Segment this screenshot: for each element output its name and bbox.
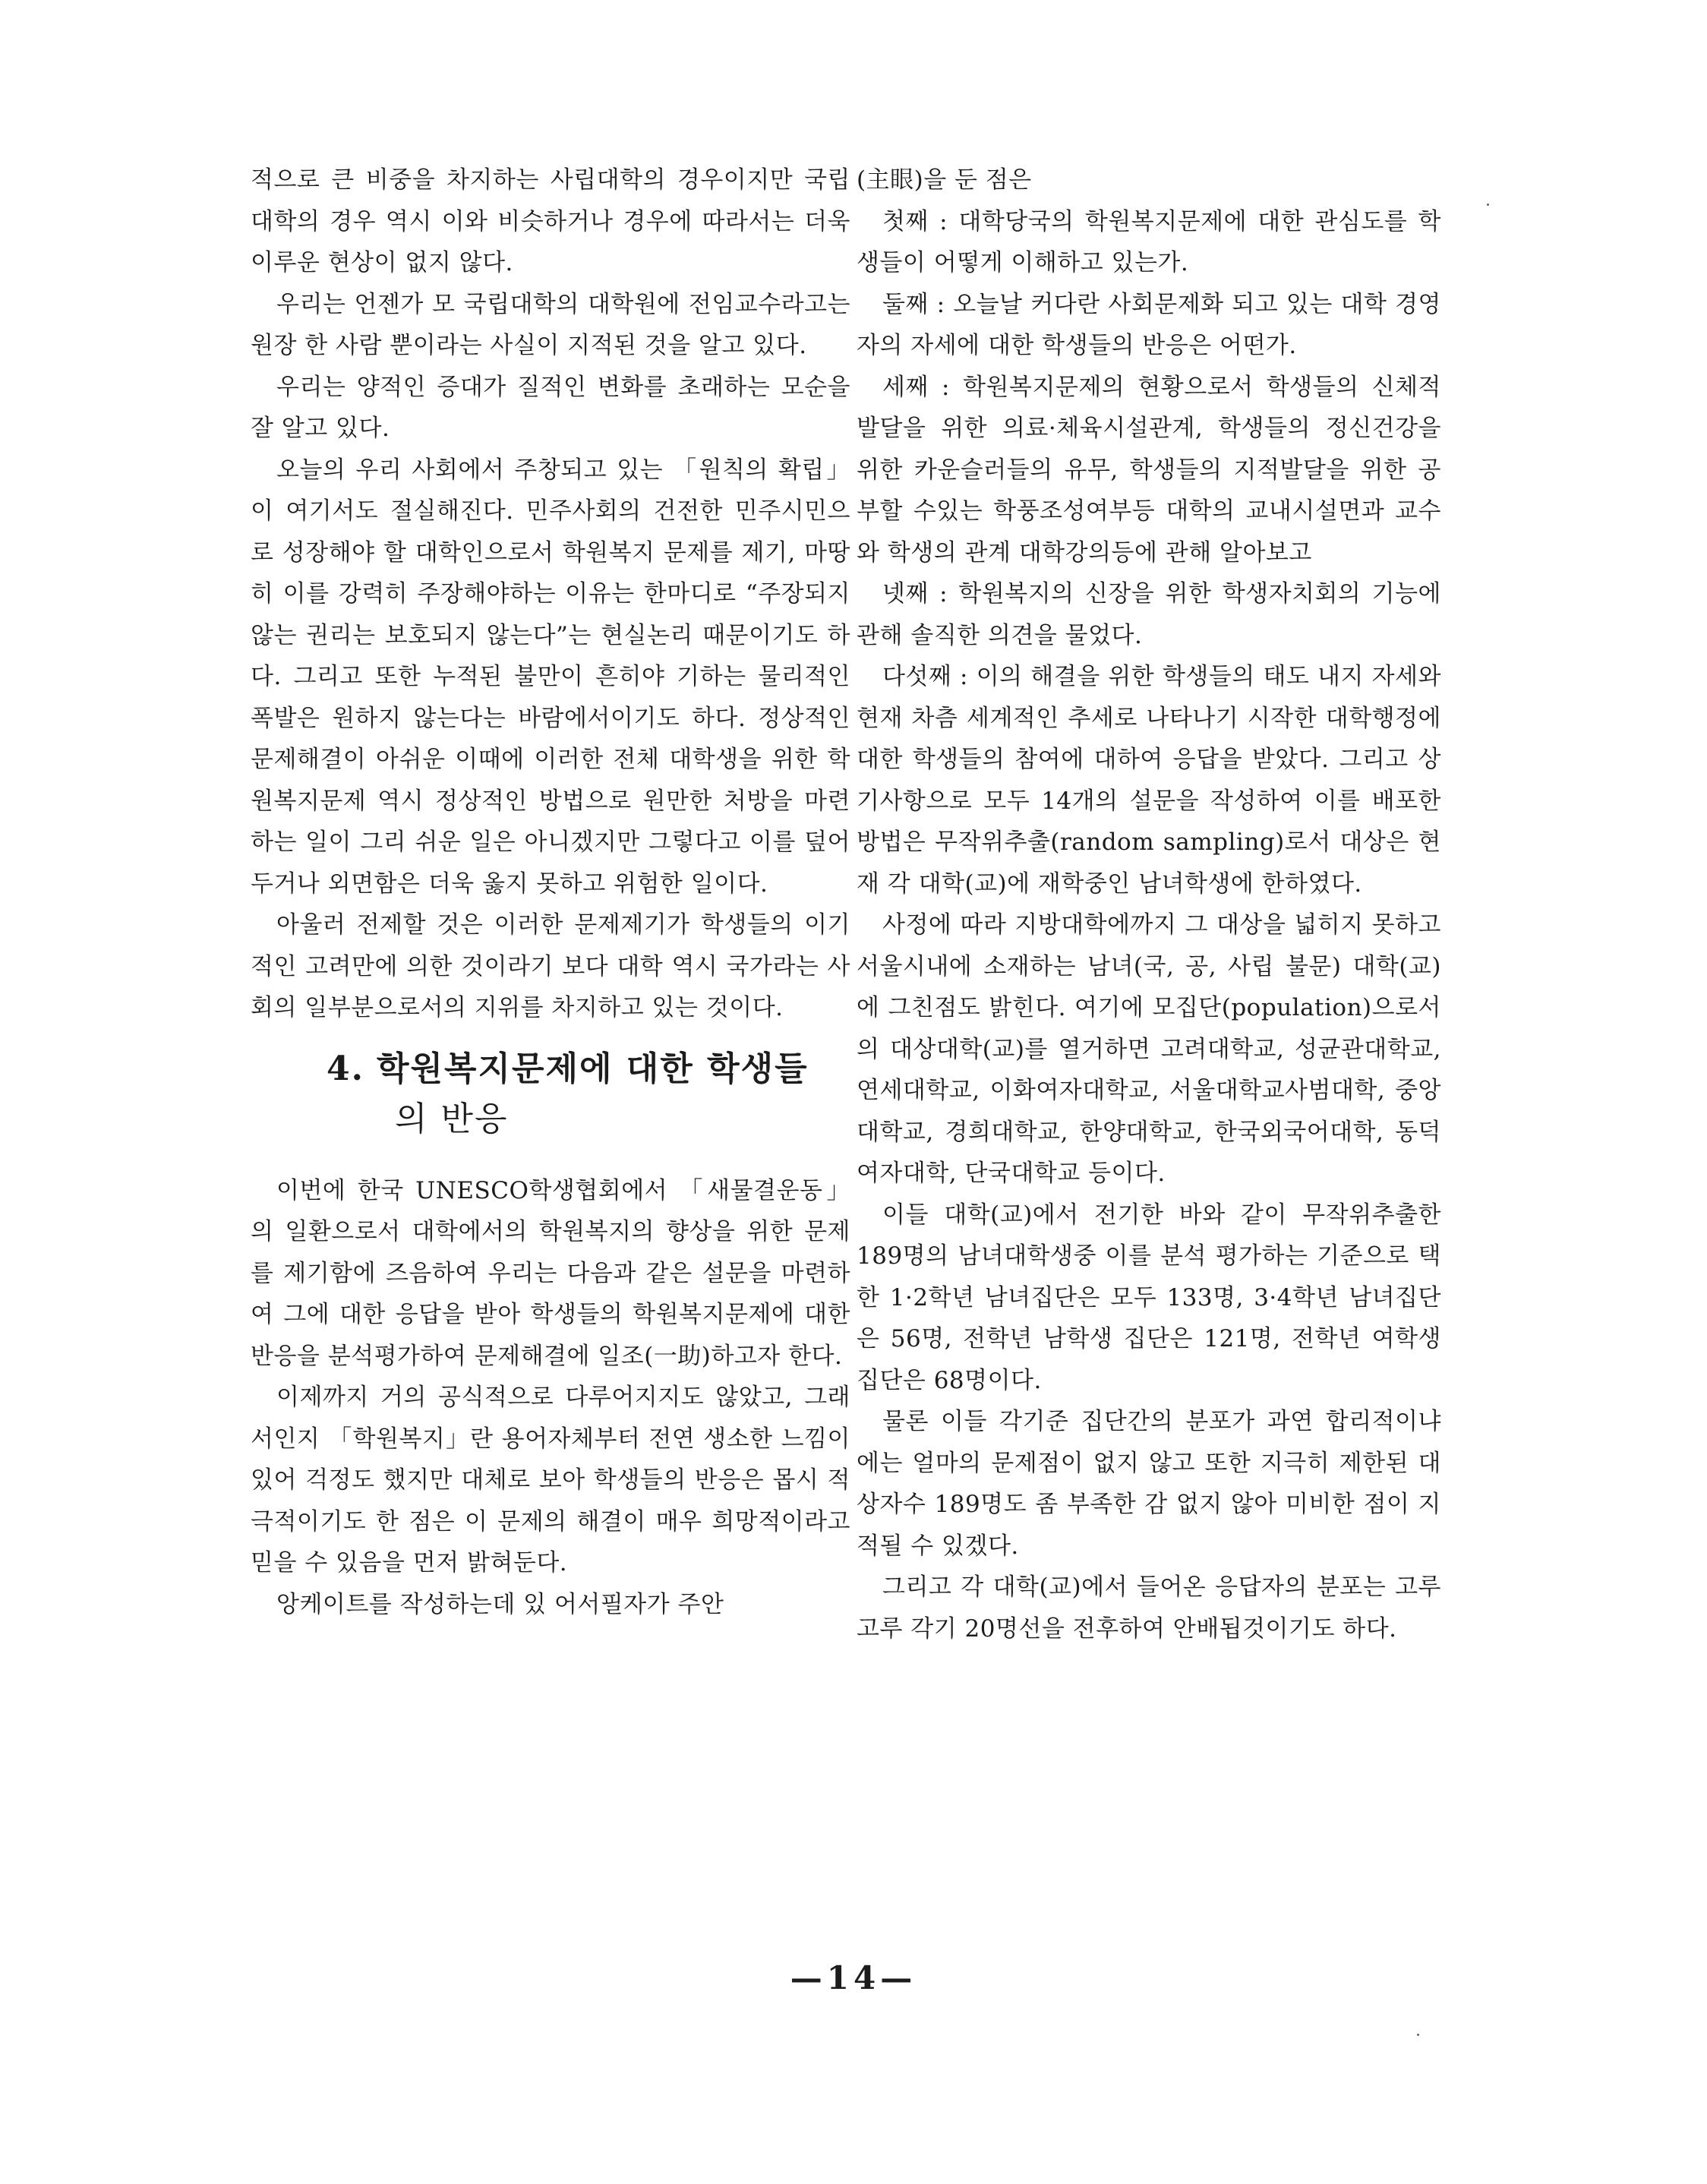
paragraph: (主眼)을 둔 점은 <box>857 166 1032 194</box>
paragraph: 넷째 : 학원복지의 신장을 위한 학생자치회의 기능에 관해 솔직한 의견을 물었다. <box>857 580 1441 649</box>
paragraph: 이번에 한국 UNESCO학생협회에서 「새물결운동」의 일환으로서 대학에서의 학원복지의 향상을 위한 문제를 제기함에 즈음하여 우리는 다음과 같은 설문을 마련하여 그에 대한 응답을 받아 학생들의 학원복지문제에 대한 반응을 분석평가하여 문제해결에 일조(一助)하고자 한다. <box>251 1176 850 1370</box>
section-heading <box>251 1044 850 1144</box>
paragraph: 우리는 양적인 증대가 질적인 변화를 초래하는 모순을 잘 알고 있다. <box>251 373 850 442</box>
scan-speck <box>1487 204 1489 206</box>
section-title-line1: 학원복지문제에 대한 학생들 <box>376 1049 809 1088</box>
paragraph: 적으로 큰 비중을 차지하는 사립대학의 경우이지만 국립대학의 경우 역시 이와 비슷하거나 경우에 따라서는 더욱 이루운 현상이 없지 않다. <box>251 166 850 276</box>
left-column <box>251 159 850 1625</box>
paragraph: 다섯째 : 이의 해결을 위한 학생들의 태도 내지 자세와 현재 차츰 세계적인 추세로 나타나기 시작한 대학행정에 대한 학생들의 참여에 대하여 응답을 받았다. 그리고 상기사항으로 모두 14개의 설문을 작성하여 이를 배포한방법은 무작위추출(random sampling)로서 대상은 현재 각 대학(교)에 재학중인 남녀학생에 한하였다. <box>857 663 1441 898</box>
paragraph: 앙케이트를 작성하는데 있 어서필자가 주안 <box>276 1590 724 1618</box>
right-column <box>857 159 1441 1649</box>
section-number: 4. <box>327 1049 364 1088</box>
paragraph: 우리는 언젠가 모 국립대학의 대학원에 전임교수라고는 원장 한 사람 뿐이라는 사실이 지적된 것을 알고 있다. <box>251 290 850 359</box>
paragraph: 이들 대학(교)에서 전기한 바와 같이 무작위추출한 189명의 남녀대학생중 이를 분석 평가하는 기준으로 택한 1·2학년 남녀집단은 모두 133명, 3·4학년 남녀집단은 56명, 전학년 남학생 집단은 121명, 전학년 여학생집단은 68명이다. <box>857 1201 1441 1394</box>
paragraph: 오늘의 우리 사회에서 주창되고 있는 「원칙의 확립」이 여기서도 절실해진다. 민주사회의 건전한 민주시민으로 성장해야 할 대학인으로서 학원복지 문제를 제기, 마땅히 이를 강력히 주장해야하는 이유는 한마디로 “주장되지 않는 권리는 보호되지 않는다”는 현실논리 때문이기도 하다. 그리고 또한 누적된 불만이 흔히야 기하는 물리적인 폭발은 원하지 않는다는 바람에서이기도 하다. 정상적인 문제해결이 아쉬운 이때에 이러한 전체 대학생을 위한 학원복지문제 역시 정상적인 방법으로 원만한 처방을 마련하는 일이 그리 쉬운 일은 아니겠지만 그렇다고 이를 덮어두거나 외면함은 더욱 옳지 못하고 위험한 일이다. <box>251 456 850 898</box>
section-title-line2: 의 반응 <box>395 1099 509 1138</box>
paragraph: 물론 이들 각기준 집단간의 분포가 과연 합리적이냐 에는 얼마의 문제점이 없지 않고 또한 지극히 제한된 대상자수 189명도 좀 부족한 감 없지 않아 미비한 점이 지적될 수 있겠다. <box>857 1408 1441 1560</box>
paragraph: 그리고 각 대학(교)에서 들어온 응답자의 분포는 고루고루 각기 20명선을 전후하여 안배됩것이기도 하다. <box>857 1573 1441 1643</box>
paragraph: 이제까지 거의 공식적으로 다루어지지도 않았고, 그래서인지 「학원복지」란 용어자체부터 전연 생소한 느낌이 있어 걱정도 했지만 대체로 보아 학생들의 반응은 몹시 적극적이기도 한 점은 이 문제의 해결이 매우 희망적이라고 믿을 수 있음을 먼저 밝혀둔다. <box>251 1384 850 1576</box>
scan-speck <box>1417 2034 1419 2036</box>
paragraph: 아울러 전제할 것은 이러한 문제제기가 학생들의 이기적인 고려만에 의한 것이라기 보다 대학 역시 국가라는 사회의 일부분으로서의 지위를 차지하고 있는 것이다. <box>251 911 850 1021</box>
paragraph: 세째 : 학원복지문제의 현황으로서 학생들의 신체적 발달을 위한 의료·체육시설관계, 학생들의 정신건강을 위한 카운슬러들의 유무, 학생들의 지적발달을 위한 공부할 수있는 학풍조성여부등 대학의 교내시설면과 교수와 학생의 관계 대학강의등에 관해 알아보고 <box>857 373 1441 567</box>
paragraph: 사정에 따라 지방대학에까지 그 대상을 넓히지 못하고 서울시내에 소재하는 남녀(국, 공, 사립 불문) 대학(교)에 그친점도 밝힌다. 여기에 모집단(population)으로서의 대상대학(교)를 열거하면 고려대학교, 성균관대학교, 연세대학교, 이화여자대학교, 서울대학교사범대학, 중앙대학교, 경희대학교, 한양대학교, 한국외국어대학, 동덕여자대학, 단국대학교 등이다. <box>857 911 1441 1187</box>
page-number: —14— <box>790 1959 917 1996</box>
paragraph: 둘째 : 오늘날 커다란 사회문제화 되고 있는 대학 경영자의 자세에 대한 학생들의 반응은 어떤가. <box>857 290 1441 359</box>
paragraph: 첫째 : 대학당국의 학원복지문제에 대한 관심도를 학생들이 어떻게 이해하고 있는가. <box>857 207 1441 276</box>
